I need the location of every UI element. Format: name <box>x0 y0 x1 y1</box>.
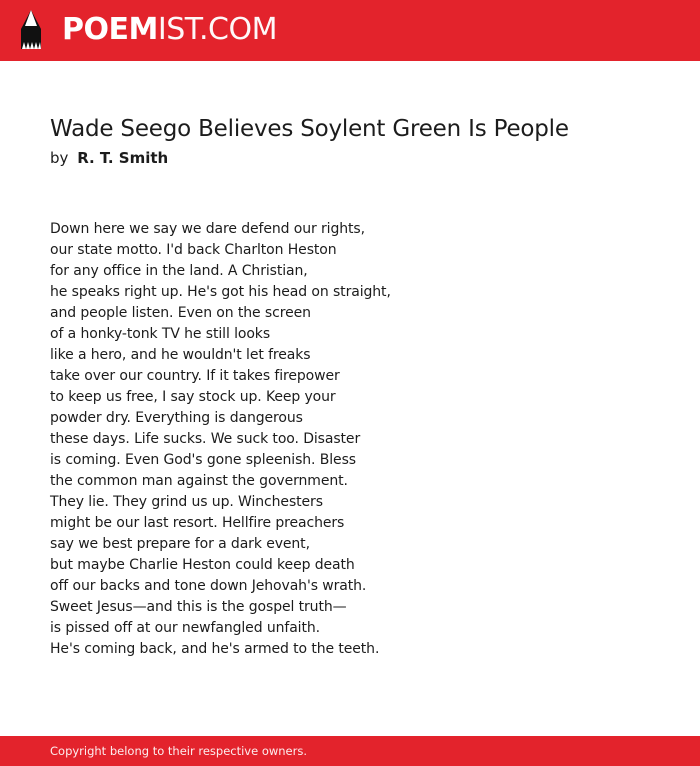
author-name: R. T. Smith <box>77 149 169 167</box>
poem-line: he speaks right up. He's got his head on straight, <box>50 284 391 300</box>
poem-body <box>50 219 650 660</box>
poem-line: He's coming back, and he's armed to the teeth. <box>50 641 380 657</box>
poem-line: our state motto. I'd back Charlton Heston <box>50 242 337 258</box>
byline <box>50 149 168 167</box>
site-header <box>0 0 700 61</box>
poem-line: and people listen. Even on the screen <box>50 305 311 321</box>
poem-line: is coming. Even God's gone spleenish. Bless <box>50 452 356 468</box>
poem-line: Down here we say we dare defend our rights, <box>50 221 365 237</box>
poem-line: for any office in the land. A Christian, <box>50 263 308 279</box>
poem-line: off our backs and tone down Jehovah's wrath. <box>50 578 367 594</box>
poem-line: to keep us free, I say stock up. Keep your <box>50 389 336 405</box>
poem-line: Sweet Jesus—and this is the gospel truth— <box>50 599 347 615</box>
pen-nib-icon[interactable] <box>18 9 44 51</box>
brand-light: IST.COM <box>157 12 277 47</box>
poem-line: say we best prepare for a dark event, <box>50 536 310 552</box>
poem-line: but maybe Charlie Heston could keep death <box>50 557 355 573</box>
by-label: by <box>50 149 69 167</box>
copyright-notice: Copyright belong to their respective owners. <box>50 744 308 758</box>
poem-line: these days. Life sucks. We suck too. Disaster <box>50 431 361 447</box>
poem-line: the common man against the government. <box>50 473 348 489</box>
poem-line: of a honky-tonk TV he still looks <box>50 326 271 342</box>
poem-title: Wade Seego Believes Soylent Green Is People <box>50 116 569 142</box>
poem-line: take over our country. If it takes firepower <box>50 368 340 384</box>
poem-line: like a hero, and he wouldn't let freaks <box>50 347 311 363</box>
site-logo-text[interactable] <box>62 12 277 48</box>
poem-line: They lie. They grind us up. Winchesters <box>50 494 323 510</box>
poem-line: might be our last resort. Hellfire preachers <box>50 515 345 531</box>
poem-line: is pissed off at our newfangled unfaith. <box>50 620 320 636</box>
site-footer <box>0 736 700 766</box>
poem-line: powder dry. Everything is dangerous <box>50 410 303 426</box>
brand-bold: POEM <box>62 12 158 47</box>
